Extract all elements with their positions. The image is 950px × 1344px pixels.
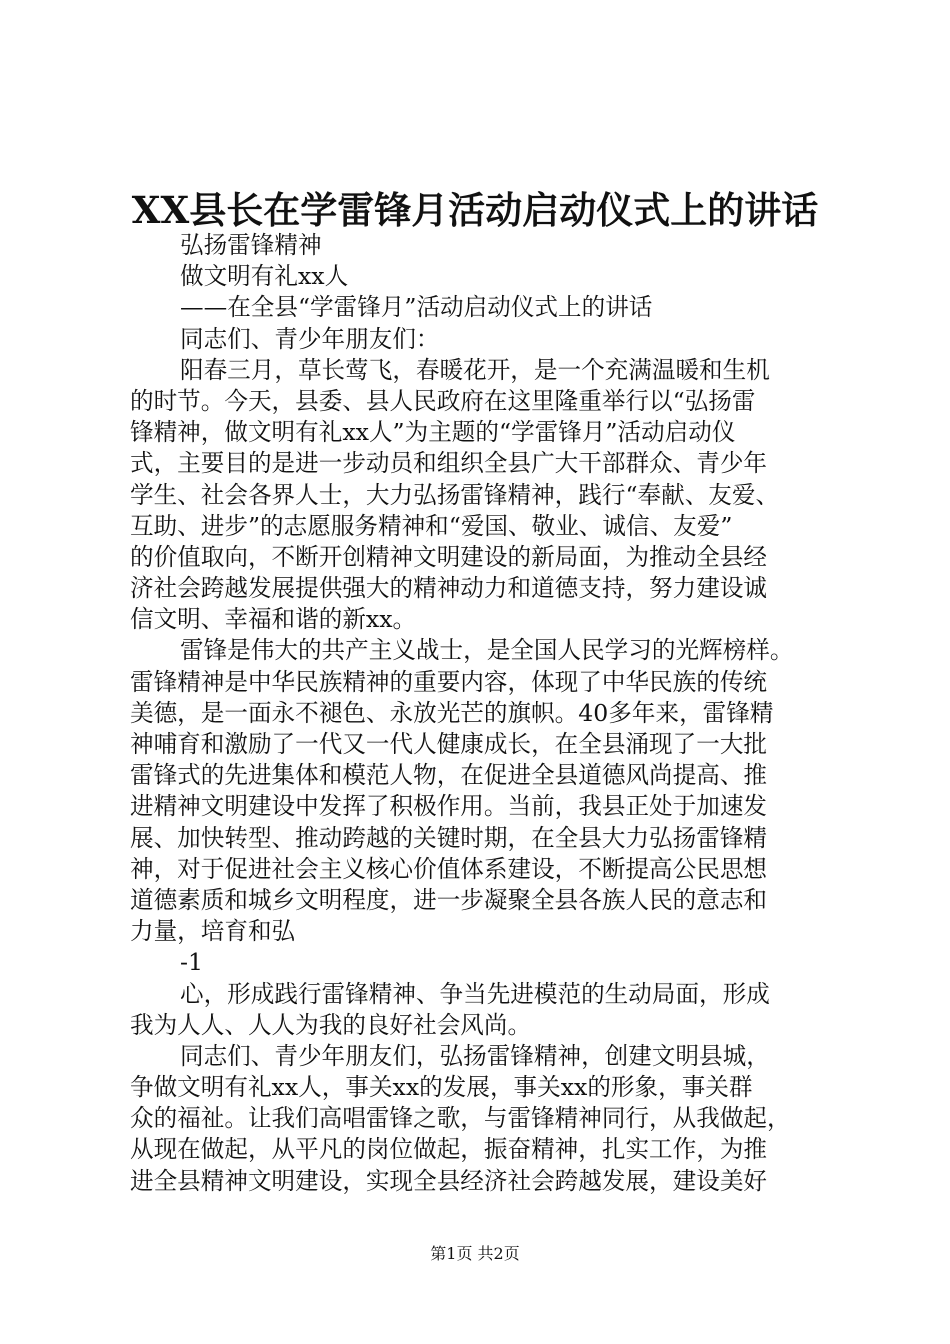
body-line: 力量，培育和弘 xyxy=(130,917,296,946)
document-body xyxy=(130,230,830,1197)
body-line: 我为人人、人人为我的良好社会风尚。 xyxy=(130,1010,532,1039)
body-line: 同志们、青少年朋友们： xyxy=(180,324,440,353)
body-line: 心，形成践行雷锋精神、争当先进模范的生动局面，形成 xyxy=(180,979,770,1008)
body-line: ——在全县“学雷锋月”活动启动仪式上的讲话 xyxy=(180,293,653,322)
body-line: 进全县精神文明建设，实现全县经济社会跨越发展，建设美好 xyxy=(130,1166,768,1195)
body-line: 式，主要目的是进一步动员和组织全县广大干部群众、青少年 xyxy=(130,449,768,478)
body-line: 的价值取向，不断开创精神文明建设的新局面，为推动全县经 xyxy=(130,542,768,571)
body-line: 雷锋是伟大的共产主义战士，是全国人民学习的光辉榜样。 xyxy=(180,636,794,665)
body-line: 同志们、青少年朋友们，弘扬雷锋精神，创建文明县城， xyxy=(180,1041,770,1070)
document-title: XX县长在学雷锋月活动启动仪式上的讲话 xyxy=(131,188,819,232)
body-line: 争做文明有礼xx人，事关xx的发展，事关xx的形象，事关群 xyxy=(130,1073,753,1102)
page-footer: 第1页 共2页 xyxy=(430,1244,520,1263)
body-line: 弘扬雷锋精神 xyxy=(180,231,322,259)
body-line: 展、加快转型、推动跨越的关键时期，在全县大力弘扬雷锋精 xyxy=(130,823,768,852)
body-line: -1 xyxy=(180,948,203,977)
body-line: 信文明、幸福和谐的新xx。 xyxy=(130,605,417,634)
body-line: 进精神文明建设中发挥了积极作用。当前，我县正处于加速发 xyxy=(130,792,768,821)
body-line: 做文明有礼xx人 xyxy=(180,262,349,291)
body-line: 的时节。今天，县委、县人民政府在这里隆重举行以“弘扬雷 xyxy=(130,386,756,415)
body-line: 道德素质和城乡文明程度，进一步凝聚全县各族人民的意志和 xyxy=(130,885,768,914)
body-line: 神，对于促进社会主义核心价值体系建设，不断提高公民思想 xyxy=(130,854,768,883)
body-line: 锋精神，做文明有礼xx人”为主题的“学雷锋月”活动启动仪 xyxy=(130,418,736,447)
body-line: 众的福祉。让我们高唱雷锋之歌，与雷锋精神同行，从我做起， xyxy=(130,1104,791,1133)
body-line: 互助、进步”的志愿服务精神和“爱国、敬业、诚信、友爱” xyxy=(130,511,733,540)
body-line: 济社会跨越发展提供强大的精神动力和道德支持，努力建设诚 xyxy=(130,574,768,603)
body-line: 学生、社会各界人士，大力弘扬雷锋精神，践行“奉献、友爱、 xyxy=(130,480,780,509)
body-line: 从现在做起，从平凡的岗位做起，振奋精神，扎实工作，为推 xyxy=(130,1135,768,1164)
body-line: 雷锋式的先进集体和模范人物，在促进全县道德风尚提高、推 xyxy=(130,761,768,790)
body-line: 阳春三月，草长莺飞，春暖花开，是一个充满温暖和生机 xyxy=(180,355,770,384)
body-line: 雷锋精神是中华民族精神的重要内容，体现了中华民族的传统 xyxy=(130,667,768,696)
body-line: 神哺育和激励了一代又一代人健康成长，在全县涌现了一大批 xyxy=(130,730,768,758)
body-line: 美德，是一面永不褪色、永放光芒的旗帜。40多年来，雷锋精 xyxy=(130,698,774,727)
